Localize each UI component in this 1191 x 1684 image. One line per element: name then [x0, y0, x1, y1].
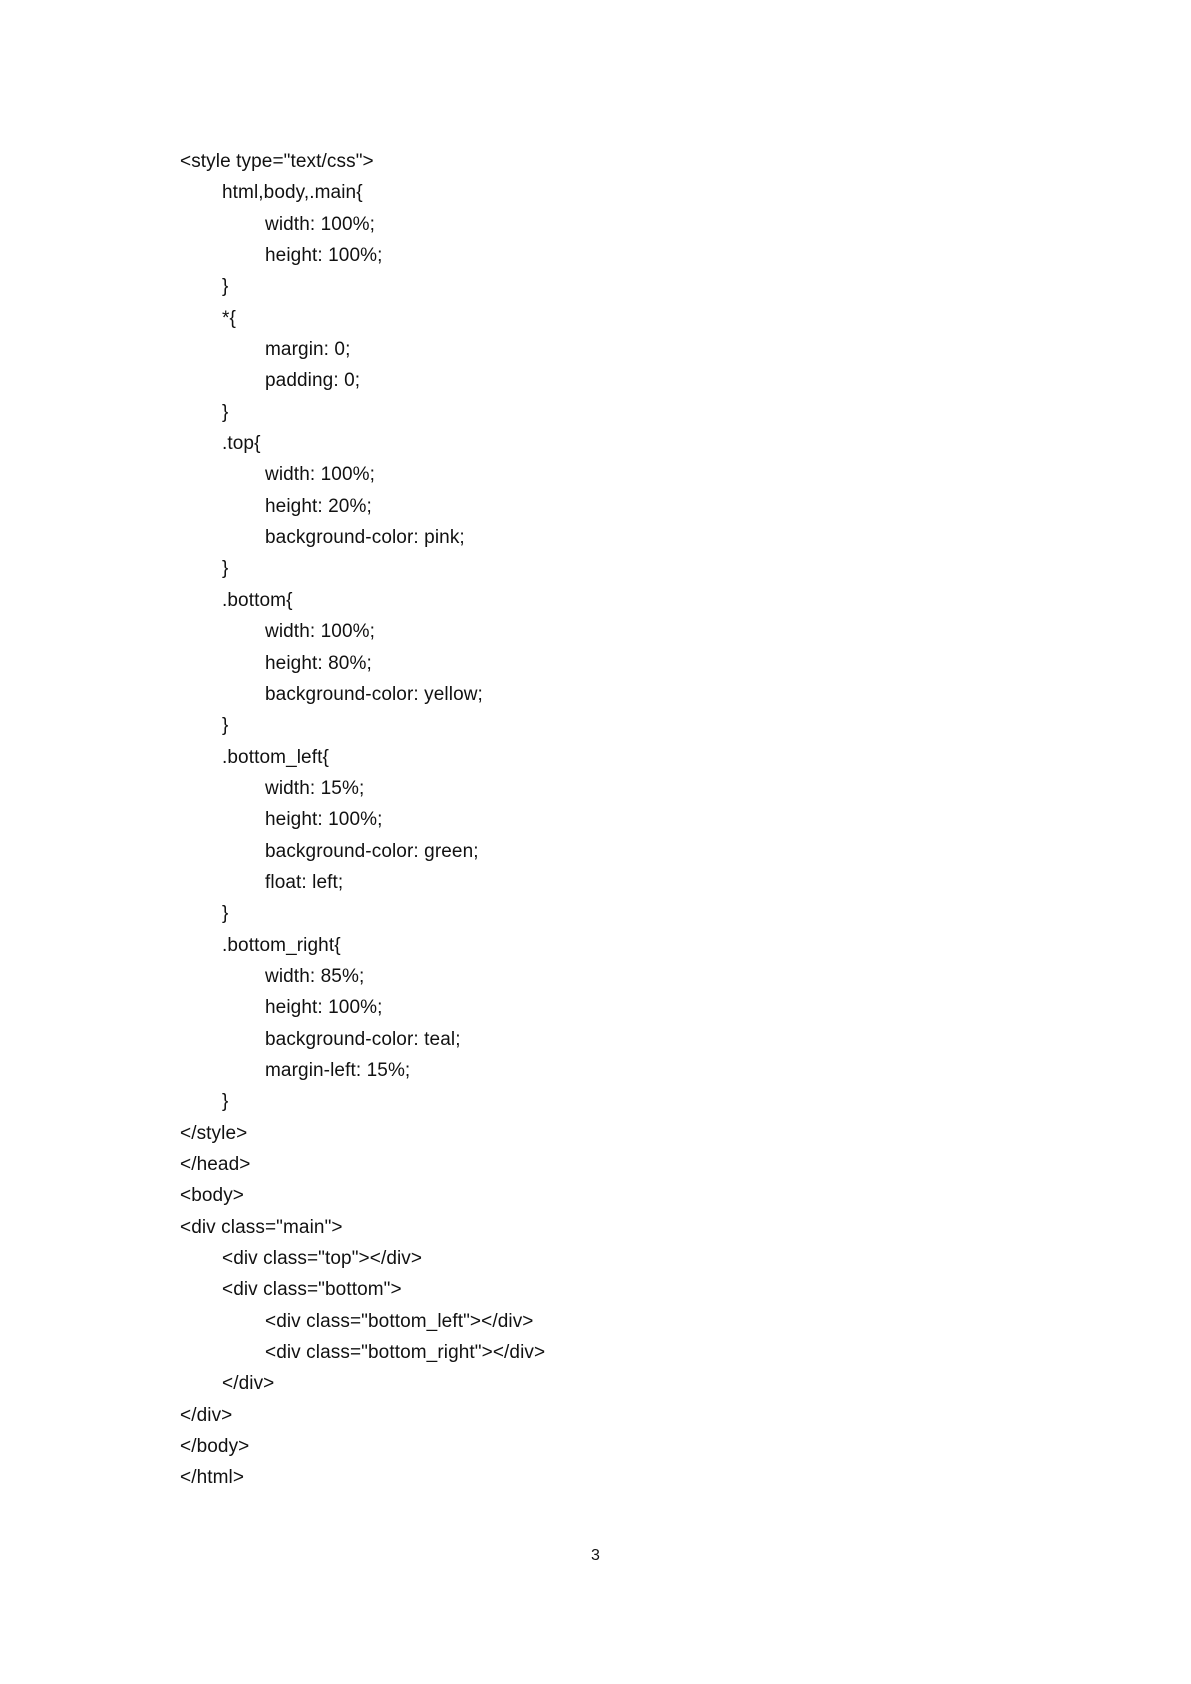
- code-line: float: left;: [265, 871, 344, 893]
- code-line: background-color: pink;: [265, 527, 465, 549]
- code-line: </style>: [180, 1122, 248, 1144]
- code-line: background-color: green;: [265, 840, 479, 862]
- code-line: height: 100%;: [265, 809, 383, 831]
- code-line: html,body,.main{: [222, 182, 363, 204]
- code-line: margin-left: 15%;: [265, 1059, 411, 1081]
- code-line: width: 100%;: [265, 621, 375, 643]
- code-line: width: 85%;: [265, 965, 365, 987]
- code-line: height: 100%;: [265, 997, 383, 1019]
- code-line: height: 80%;: [265, 652, 372, 674]
- code-line: margin: 0;: [265, 339, 351, 361]
- code-line: <style type="text/css">: [180, 151, 374, 172]
- code-line: width: 100%;: [265, 213, 375, 235]
- code-line: }: [222, 715, 229, 737]
- code-line: height: 100%;: [265, 245, 383, 267]
- code-line: <div class="bottom_right"></div>: [265, 1342, 546, 1364]
- code-line: </html>: [180, 1467, 245, 1489]
- code-line: <div class="bottom">: [222, 1279, 402, 1301]
- code-line: width: 100%;: [265, 464, 375, 486]
- code-line: .top{: [222, 433, 261, 455]
- code-line: </head>: [180, 1154, 251, 1175]
- code-line: </body>: [180, 1436, 250, 1458]
- code-line: padding: 0;: [265, 370, 361, 392]
- code-line: }: [222, 558, 229, 580]
- code-line: }: [222, 401, 229, 423]
- code-line: height: 20%;: [265, 495, 372, 517]
- code-line: <div class="bottom_left"></div>: [265, 1310, 534, 1332]
- code-line: }: [222, 1091, 229, 1113]
- code-line: background-color: yellow;: [265, 683, 483, 705]
- code-line: background-color: teal;: [265, 1028, 461, 1050]
- page-number: 3: [591, 1547, 600, 1564]
- code-line: width: 15%;: [265, 777, 365, 799]
- code-line: .bottom_left{: [222, 746, 329, 768]
- code-line: *{: [222, 307, 236, 329]
- code-listing: [180, 146, 545, 1494]
- code-line: </div>: [180, 1404, 233, 1426]
- code-line: }: [222, 903, 229, 925]
- code-line: <body>: [180, 1185, 244, 1207]
- code-line: .bottom_right{: [222, 934, 341, 956]
- code-line: <div class="top"></div>: [222, 1248, 423, 1270]
- code-line: .bottom{: [222, 589, 293, 611]
- code-line: }: [222, 276, 229, 298]
- code-line: </div>: [222, 1373, 275, 1395]
- code-line: <div class="main">: [180, 1216, 343, 1238]
